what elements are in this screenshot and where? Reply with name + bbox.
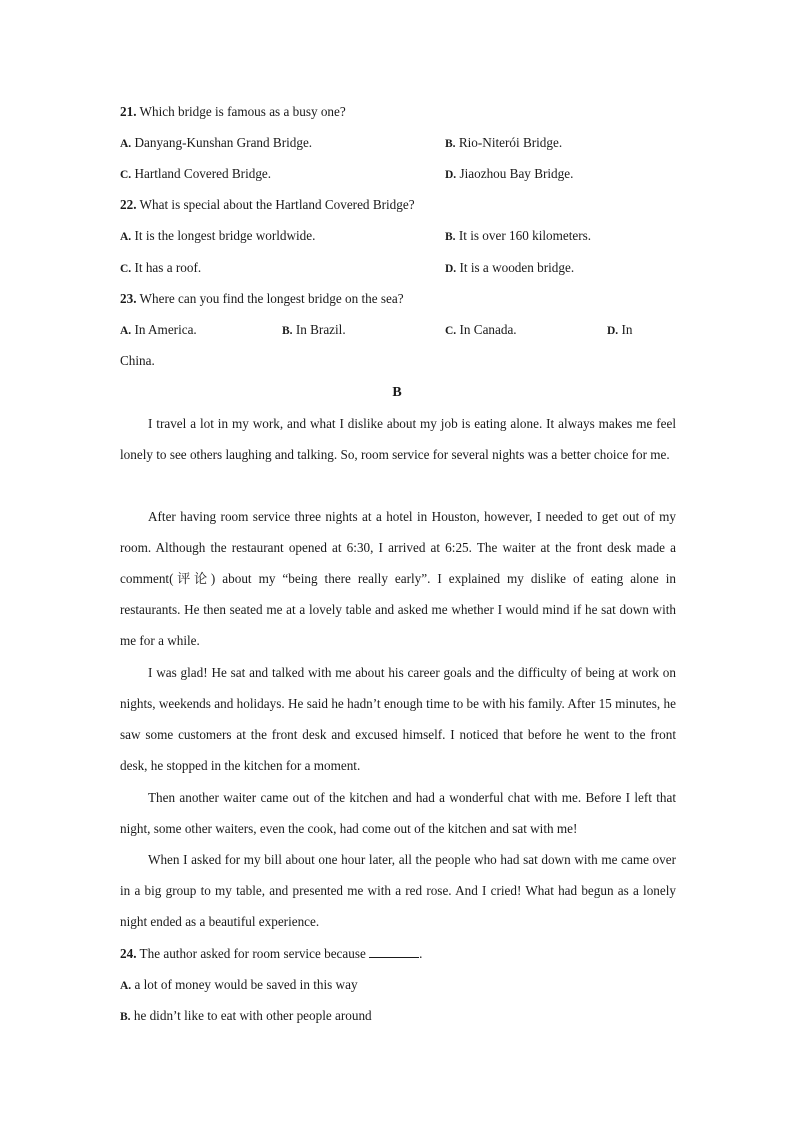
question-number: 23. <box>120 291 137 306</box>
option-21-d[interactable] <box>445 165 573 184</box>
paragraph-text: After having room service three nights at a hotel in Houston, however, I needed to get out of my room. Although the restaurant opened at 6:30, I arrived at 6:25. The waiter at the front desk made a comment(评论) about my “being there really early”. I explained my dislike of eating alone in restaurants. He then seated me at a lovely table and asked me whether I would mind if he sat down with me for a while. <box>120 509 676 648</box>
question-end: . <box>419 946 423 961</box>
question-number: 21. <box>120 104 137 119</box>
section-heading-b: B <box>392 385 402 400</box>
question-24 <box>120 945 422 963</box>
option-21-a[interactable] <box>120 134 312 153</box>
passage-paragraph-4 <box>120 782 676 844</box>
option-24-a[interactable] <box>120 976 358 995</box>
option-text: In Brazil. <box>295 322 346 337</box>
paragraph-text: Then another waiter came out of the kitchen and had a wonderful chat with me. Before I left that night, some other waiters, even the cook, had come out of the kitchen and sat with me! <box>120 790 676 836</box>
option-text: In Canada. <box>459 322 517 337</box>
paragraph-text: I was glad! He sat and talked with me about his career goals and the difficulty of being at work on nights, weekends and holidays. He said he hadn’t enough time to be with his family. After 15 minutes, he saw some customers at the front desk and excused himself. I noticed that before he went to the front desk, he stopped in the kitchen for a moment. <box>120 665 676 773</box>
option-22-b[interactable] <box>445 227 591 246</box>
option-letter: B. <box>445 138 456 150</box>
option-letter: A. <box>120 325 132 337</box>
option-21-c[interactable] <box>120 165 271 184</box>
option-23-b[interactable] <box>282 321 346 340</box>
answer-blank[interactable] <box>369 946 419 958</box>
option-23-d[interactable] <box>607 321 632 340</box>
paragraph-text: I travel a lot in my work, and what I dislike about my job is eating alone. It always makes me feel lonely to see others laughing and talking. So, room service for several nights was a better choice for me. <box>120 416 676 462</box>
option-text: It is over 160 kilometers. <box>458 228 592 243</box>
option-text: a lot of money would be saved in this way <box>134 977 358 992</box>
option-text: In America. <box>134 322 197 337</box>
question-text: The author asked for room service because <box>139 946 366 961</box>
question-22 <box>120 196 415 214</box>
option-letter: D. <box>445 169 457 181</box>
option-letter: B. <box>445 231 456 243</box>
question-text: What is special about the Hartland Covered Bridge? <box>139 197 415 212</box>
passage-paragraph-5 <box>120 844 676 937</box>
question-text: Where can you find the longest bridge on the sea? <box>139 291 404 306</box>
passage-paragraph-2 <box>120 501 676 656</box>
passage-paragraph-1 <box>120 408 676 470</box>
option-22-a[interactable] <box>120 227 315 246</box>
option-letter: C. <box>120 263 132 275</box>
option-24-b[interactable] <box>120 1007 372 1026</box>
option-text: Rio-Niterói Bridge. <box>458 135 563 150</box>
option-21-b[interactable] <box>445 134 562 153</box>
question-21 <box>120 103 346 121</box>
option-22-d[interactable] <box>445 259 574 278</box>
question-number: 22. <box>120 197 137 212</box>
option-text: In <box>621 322 633 337</box>
option-22-c[interactable] <box>120 259 201 278</box>
option-text: It is a wooden bridge. <box>459 260 575 275</box>
question-number: 24. <box>120 946 137 961</box>
option-letter: C. <box>445 325 457 337</box>
option-letter: A. <box>120 980 132 992</box>
option-letter: D. <box>445 263 457 275</box>
option-text: It is the longest bridge worldwide. <box>134 228 316 243</box>
option-23-c[interactable] <box>445 321 517 340</box>
question-23 <box>120 290 404 308</box>
paragraph-text: When I asked for my bill about one hour later, all the people who had sat down with me came over in a big group to my table, and presented me with a red rose. And I cried! What had begun as a lonely night ended as a beautiful experience. <box>120 852 676 929</box>
option-text: Danyang-Kunshan Grand Bridge. <box>134 135 313 150</box>
option-text-wrap: China. <box>120 353 155 368</box>
option-letter: A. <box>120 231 132 243</box>
question-text: Which bridge is famous as a busy one? <box>139 104 346 119</box>
option-text: It has a roof. <box>134 260 202 275</box>
option-letter: B. <box>120 1011 131 1023</box>
option-23-a[interactable] <box>120 321 197 340</box>
option-letter: A. <box>120 138 132 150</box>
option-letter: D. <box>607 325 619 337</box>
option-letter: C. <box>120 169 132 181</box>
option-text: Hartland Covered Bridge. <box>134 166 272 181</box>
option-23-d-wrap <box>120 352 155 370</box>
option-text: Jiaozhou Bay Bridge. <box>459 166 574 181</box>
option-text: he didn’t like to eat with other people around <box>133 1008 372 1023</box>
option-letter: B. <box>282 325 293 337</box>
passage-paragraph-3 <box>120 657 676 781</box>
